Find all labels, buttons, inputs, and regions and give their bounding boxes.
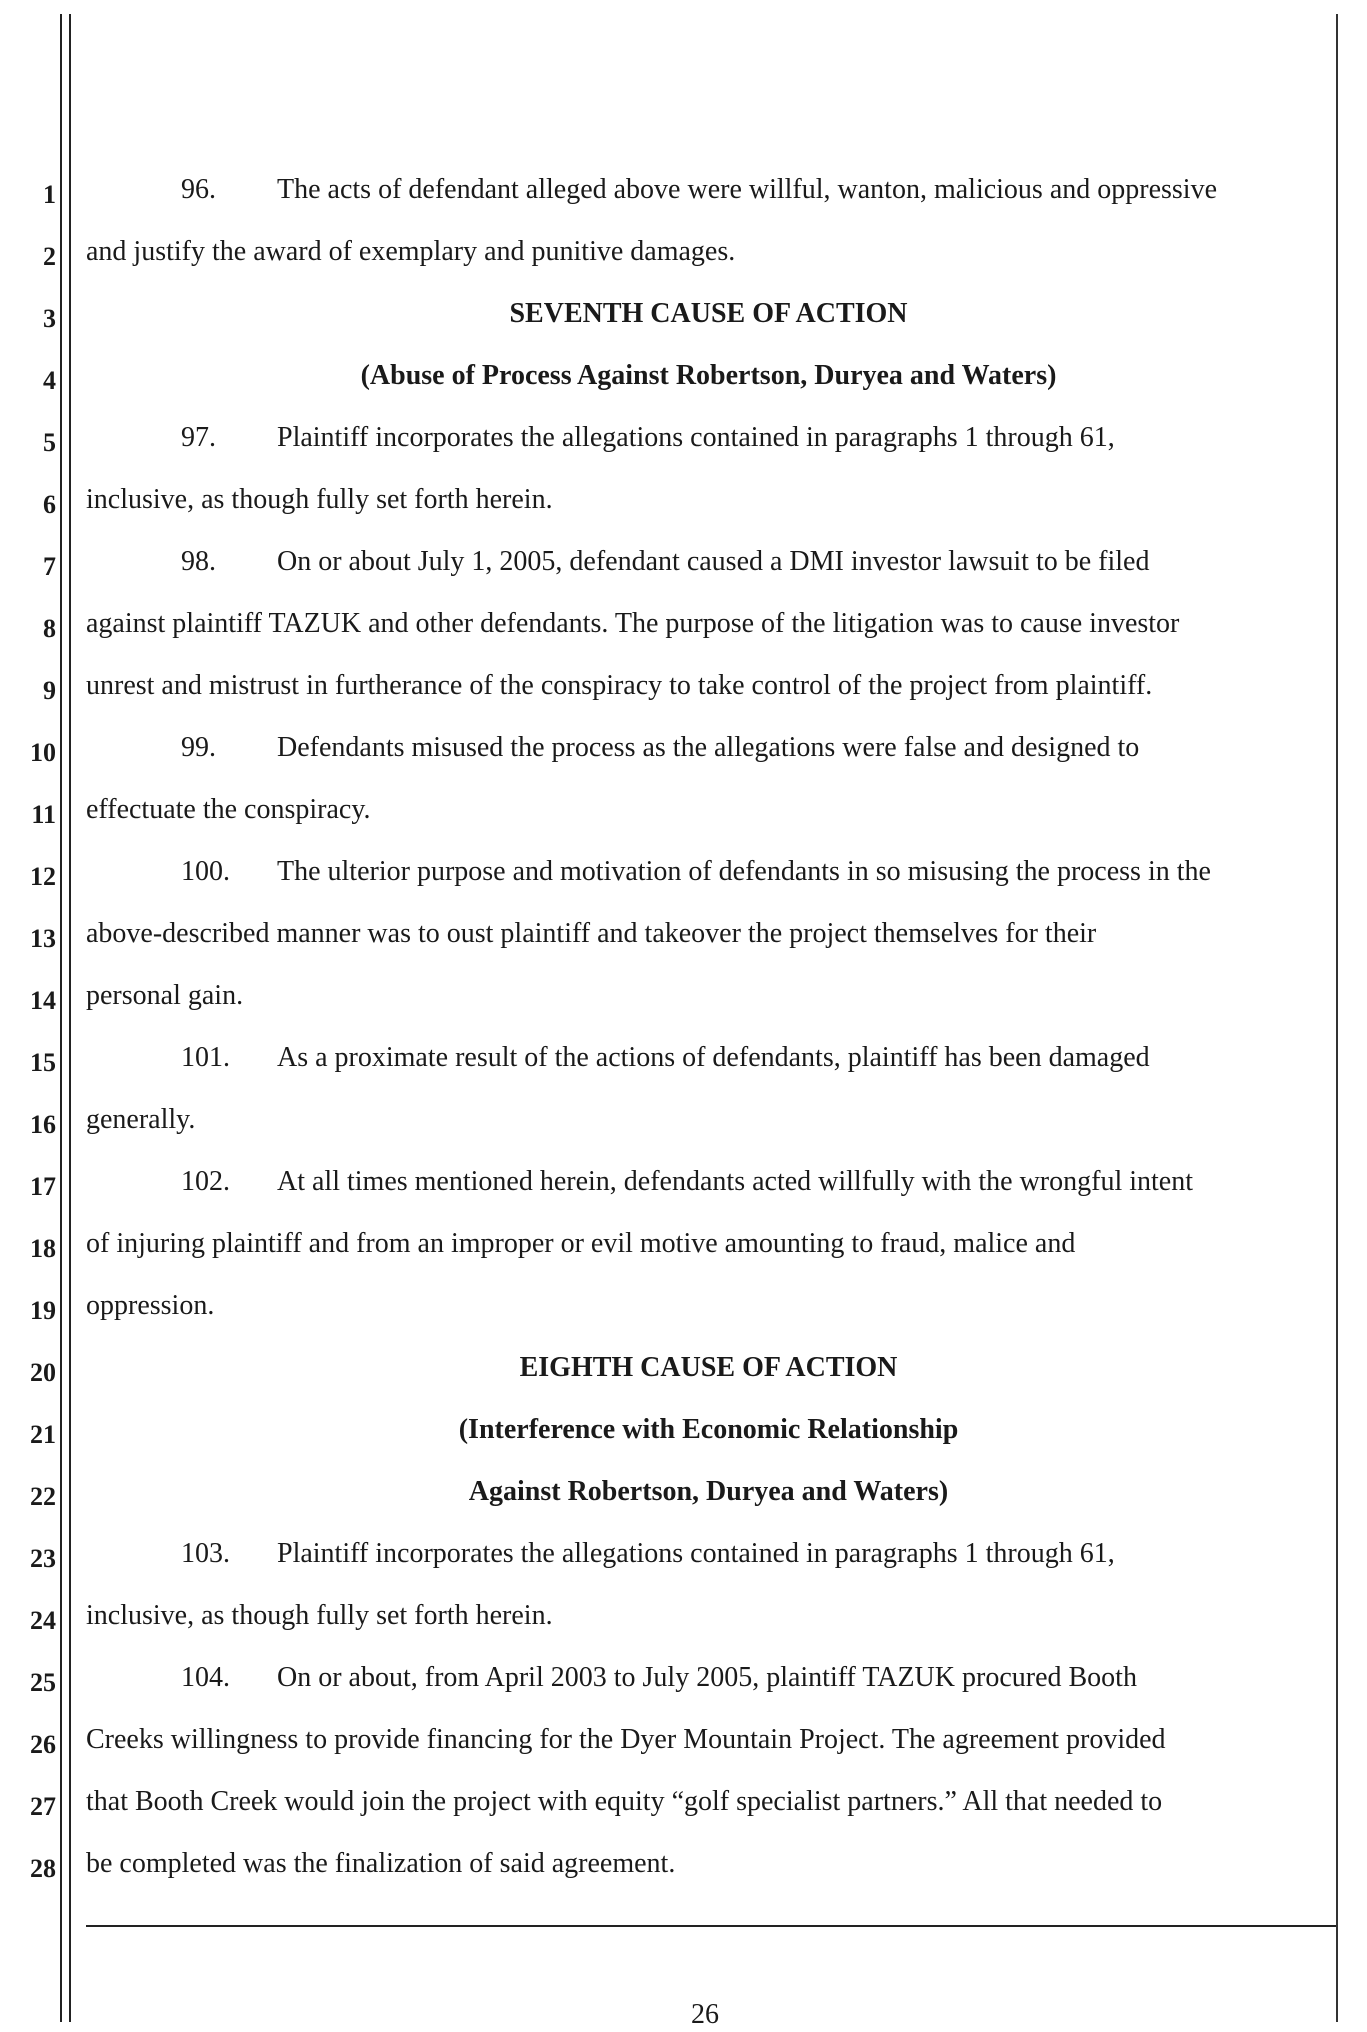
paragraph-98-cont: against plaintiff TAZUK and other defendants. The purpose of the litigation was to cause investor <box>86 608 1180 639</box>
line-number: 23 <box>30 1544 56 1573</box>
paragraph-number: 97. <box>181 422 216 453</box>
paragraph-100-cont: personal gain. <box>86 980 244 1011</box>
paragraph-99-cont: effectuate the conspiracy. <box>86 794 371 825</box>
paragraph-text: Plaintiff incorporates the allegations contained in paragraphs 1 through 61, <box>277 1538 1115 1569</box>
line-number: 17 <box>30 1172 56 1201</box>
paragraph-104-cont: be completed was the finalization of said agreement. <box>86 1848 676 1879</box>
paragraph-104-cont: that Booth Creek would join the project with equity “golf specialist partners.” All that needed to <box>86 1786 1163 1817</box>
paragraph-98-cont: unrest and mistrust in furtherance of the conspiracy to take control of the project from plaintiff. <box>86 670 1153 701</box>
line-number: 14 <box>30 986 56 1015</box>
line-number: 26 <box>30 1730 56 1759</box>
line-number: 27 <box>30 1792 56 1821</box>
line-number: 16 <box>30 1110 56 1139</box>
paragraph-text: On or about, from April 2003 to July 2005, plaintiff TAZUK procured Booth <box>277 1662 1137 1693</box>
paragraph-text: Plaintiff incorporates the allegations contained in paragraphs 1 through 61, <box>277 422 1115 453</box>
line-number: 19 <box>30 1296 56 1325</box>
line-number: 25 <box>30 1668 56 1697</box>
line-number: 6 <box>43 490 56 519</box>
line-number: 8 <box>43 614 56 643</box>
line-number: 21 <box>30 1420 56 1449</box>
line-number: 5 <box>43 428 56 457</box>
seventh-cause-subheading: (Abuse of Process Against Robertson, Duryea and Waters) <box>360 360 1057 391</box>
line-number: 1 <box>43 180 56 209</box>
paragraph-text: The acts of defendant alleged above were willful, wanton, malicious and oppressive <box>277 174 1218 205</box>
paragraph-98-line <box>86 545 1331 579</box>
paragraph-101-cont: generally. <box>86 1104 196 1135</box>
eighth-cause-subheading: (Interference with Economic Relationship <box>458 1414 959 1445</box>
paragraph-99-line <box>86 731 1331 765</box>
paragraph-97-cont: inclusive, as though fully set forth herein. <box>86 484 553 515</box>
paragraph-102-cont: oppression. <box>86 1290 215 1321</box>
paragraph-text: As a proximate result of the actions of defendants, plaintiff has been damaged <box>277 1042 1150 1073</box>
eighth-cause-subheading: Against Robertson, Duryea and Waters) <box>468 1476 949 1507</box>
paragraph-text: At all times mentioned herein, defendants acted willfully with the wrongful intent <box>277 1166 1193 1197</box>
paragraph-103-line <box>86 1537 1331 1571</box>
line-number: 20 <box>30 1358 56 1387</box>
paragraph-97-line <box>86 421 1331 455</box>
line-number: 12 <box>30 862 56 891</box>
paragraph-text: The ulterior purpose and motivation of defendants in so misusing the process in the <box>277 856 1211 887</box>
line-number: 13 <box>30 924 56 953</box>
line-number: 3 <box>43 304 56 333</box>
left-margin-rule <box>60 14 62 2022</box>
seventh-cause-heading: SEVENTH CAUSE OF ACTION <box>509 298 908 329</box>
paragraph-text: On or about July 1, 2005, defendant caused a DMI investor lawsuit to be filed <box>277 546 1150 577</box>
paragraph-96-line <box>86 173 1331 207</box>
paragraph-102-cont: of injuring plaintiff and from an improper or evil motive amounting to fraud, malice and <box>86 1228 1076 1259</box>
paragraph-text: Defendants misused the process as the allegations were false and designed to <box>277 732 1140 763</box>
line-number: 15 <box>30 1048 56 1077</box>
line-number: 7 <box>43 552 56 581</box>
paragraph-104-cont: Creeks willingness to provide financing for the Dyer Mountain Project. The agreement provided <box>86 1724 1166 1755</box>
paragraph-100-line <box>86 855 1331 889</box>
paragraph-number: 99. <box>181 732 216 763</box>
eighth-cause-heading: EIGHTH CAUSE OF ACTION <box>519 1352 898 1383</box>
line-number: 24 <box>30 1606 56 1635</box>
paragraph-number: 100. <box>181 856 230 887</box>
line-number: 11 <box>31 800 56 829</box>
left-margin-rule-inner <box>69 14 71 2022</box>
line-number: 28 <box>30 1854 56 1883</box>
line-number: 10 <box>30 738 56 767</box>
paragraph-number: 98. <box>181 546 216 577</box>
right-margin-rule <box>1336 14 1338 2022</box>
paragraph-103-cont: inclusive, as though fully set forth herein. <box>86 1600 553 1631</box>
line-number: 9 <box>43 676 56 705</box>
paragraph-number: 96. <box>181 174 216 205</box>
footer-rule <box>86 1925 1336 1927</box>
paragraph-96-cont: and justify the award of exemplary and punitive damages. <box>86 236 736 267</box>
paragraph-number: 101. <box>181 1042 230 1073</box>
paragraph-number: 103. <box>181 1538 230 1569</box>
page-number: 26 <box>691 1999 719 2030</box>
line-number: 22 <box>30 1482 56 1511</box>
line-number: 2 <box>43 242 56 271</box>
line-number: 18 <box>30 1234 56 1263</box>
line-number: 4 <box>43 366 56 395</box>
paragraph-104-line <box>86 1661 1331 1695</box>
paragraph-102-line <box>86 1165 1331 1199</box>
paragraph-100-cont: above-described manner was to oust plaintiff and takeover the project themselves for their <box>86 918 1097 949</box>
paragraph-101-line <box>86 1041 1331 1075</box>
paragraph-number: 104. <box>181 1662 230 1693</box>
paragraph-number: 102. <box>181 1166 230 1197</box>
